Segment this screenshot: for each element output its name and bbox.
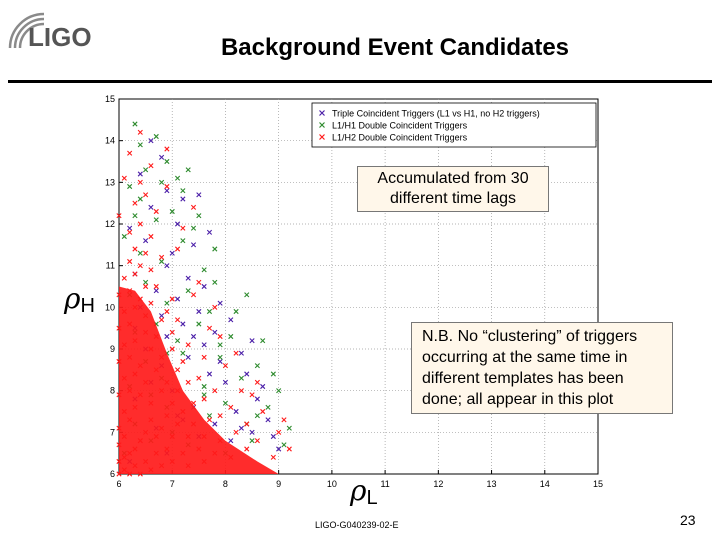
x-tick-label: 10 — [326, 479, 337, 489]
x-axis-subscript: L — [366, 487, 378, 509]
x-tick-label: 12 — [433, 479, 444, 489]
legend-label: Triple Coincident Triggers (L1 vs H1, no H2 triggers) — [332, 108, 540, 119]
legend-label: L1/H2 Double Coincident Triggers — [332, 132, 468, 143]
x-tick-label: 14 — [539, 479, 550, 489]
legend-label: L1/H1 Double Coincident Triggers — [332, 120, 468, 131]
x-axis-symbol: ρ — [350, 474, 367, 507]
y-tick-label: 10 — [104, 302, 115, 313]
y-axis-label — [64, 282, 95, 318]
page-title: Background Event Candidates — [220, 34, 570, 61]
x-tick-label: 11 — [380, 479, 390, 489]
x-tick-label: 15 — [592, 479, 604, 489]
document-id: LIGO-G040239-02-E — [315, 520, 399, 530]
x-tick-label: 6 — [116, 479, 122, 489]
y-tick-label: 11 — [105, 260, 115, 271]
y-axis-subscript: H — [80, 295, 95, 317]
y-tick-label: 14 — [104, 135, 115, 146]
x-tick-label: 9 — [276, 479, 282, 489]
y-tick-label: 8 — [109, 385, 115, 396]
x-tick-label: 7 — [169, 479, 175, 489]
y-tick-label: 12 — [104, 219, 115, 229]
y-axis-symbol: ρ — [64, 282, 81, 315]
legend — [312, 103, 596, 147]
y-tick-label: 7 — [109, 427, 115, 438]
clustering-note-callout: N.B. No “clustering” of triggers occurring at the same time in different templates has been done; all appear in this plot — [411, 322, 673, 414]
logo-text: LIGO — [28, 22, 92, 52]
x-axis-label — [350, 474, 378, 510]
y-tick-label: 6 — [109, 469, 115, 479]
y-tick-label: 9 — [109, 344, 115, 354]
page-number: 23 — [680, 512, 696, 528]
x-tick-label: 8 — [222, 479, 228, 489]
y-tick-label: 15 — [104, 94, 115, 104]
time-lags-callout: Accumulated from 30 different time lags — [357, 166, 549, 212]
y-tick-label: 13 — [104, 177, 115, 188]
x-tick-label: 13 — [486, 479, 497, 489]
